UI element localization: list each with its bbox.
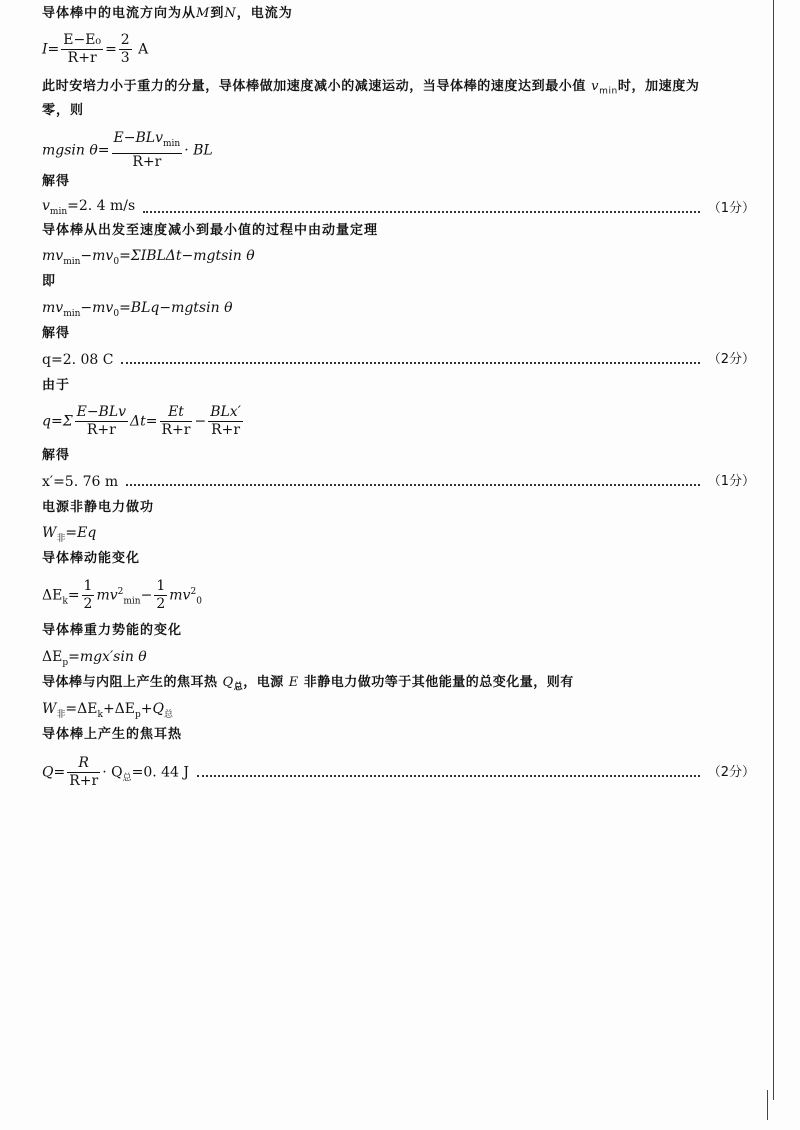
equation-momentum-1: $mv_{min}-mv_0=\Sigma IBL\Delta t-mgtsin$ θ [42,248,255,267]
kinetic-energy-change-text: 导体棒动能变化 [42,551,141,566]
momentum-theorem-text: 导体棒从出发至速度减小到最小值的过程中由动量定理 [42,223,379,238]
result-vmin-row [42,196,755,222]
dot-leader [143,211,700,213]
solve-label-1: 解得 [42,174,71,189]
result-Q: Q= $\frac{R}{R+r}$ · $Q_总=0$. 44 J [42,755,190,789]
deceleration-text-cont: 零，则 [42,103,85,118]
ji-label: 即 [42,274,57,289]
result-x: x′=5. 76 m [42,474,119,490]
dot-leader [121,362,699,364]
dot-leader [126,484,700,486]
equation-potential-energy: $\Delta E_p=mgx'\sin$ θ [42,649,147,668]
rod-joule-heat-text: 导体棒上产生的焦耳热 [42,727,183,742]
equation-charge: q=Σ $\frac{\text{E−BLv}}{R+r}$ Δt= $\frac{Et}{R+r}$ − $\frac{\text{BLx′}}{R+r}$ [42,404,241,438]
equation-momentum-2: $mv_{min}-mv_0=BLq-mgtsin$ θ [42,300,233,319]
equation-work: $W_非=Eq$ [42,525,97,544]
score-1: （1分） [707,200,755,216]
youyu-label: 由于 [42,378,71,393]
equation-energy-balance: $W_非=\Delta E_k+\Delta E_p+Q_总$ [42,701,173,720]
current-direction-text: 导体棒中的电流方向为从M到N，电流为 [42,6,293,21]
potential-energy-change-text: 导体棒重力势能的变化 [42,623,183,638]
result-x-row [42,472,755,492]
page-border-line [773,0,774,1100]
result-q: q=2. 08 C [42,352,114,368]
page-border-line-bottom [767,1090,768,1120]
score-2: （2分） [707,352,755,367]
equation-current: I= $\frac{\text{E−E₀}}{R+r}$ = $\frac{2}{3}$ A [42,32,149,66]
deceleration-text: 此时安培力小于重力的分量，导体棒做加速度减小的减速运动，当导体棒的速度达到最小值 $v_{min}$时，加速度为 [42,79,700,97]
solve-label-3: 解得 [42,448,71,463]
joule-heat-text: 导体棒与内阻上产生的焦耳热 $Q_总$，电源 E 非静电力做功等于其他能量的总变化量，则有 [42,675,574,693]
nonelectrostatic-work-text: 电源非静电力做功 [42,500,155,515]
equation-equilibrium: mgsin θ= $\frac{E-BLv_{min}}{R+r}$ · BL [42,130,213,170]
score-4: （2分） [707,764,755,780]
result-q-row [42,350,755,370]
solve-label-2: 解得 [42,326,71,341]
dot-leader [197,775,700,777]
score-3: （1分） [707,474,755,489]
result-vmin: $v_{min}=2$. 4 m/s [42,198,136,217]
result-Q-row [42,755,755,790]
equation-kinetic-energy: $\Delta E_k=$ $\frac{1}{2}$ $mv^2_{min}-$ $\frac{1}{2}$ $mv^2_0$ [42,578,202,612]
